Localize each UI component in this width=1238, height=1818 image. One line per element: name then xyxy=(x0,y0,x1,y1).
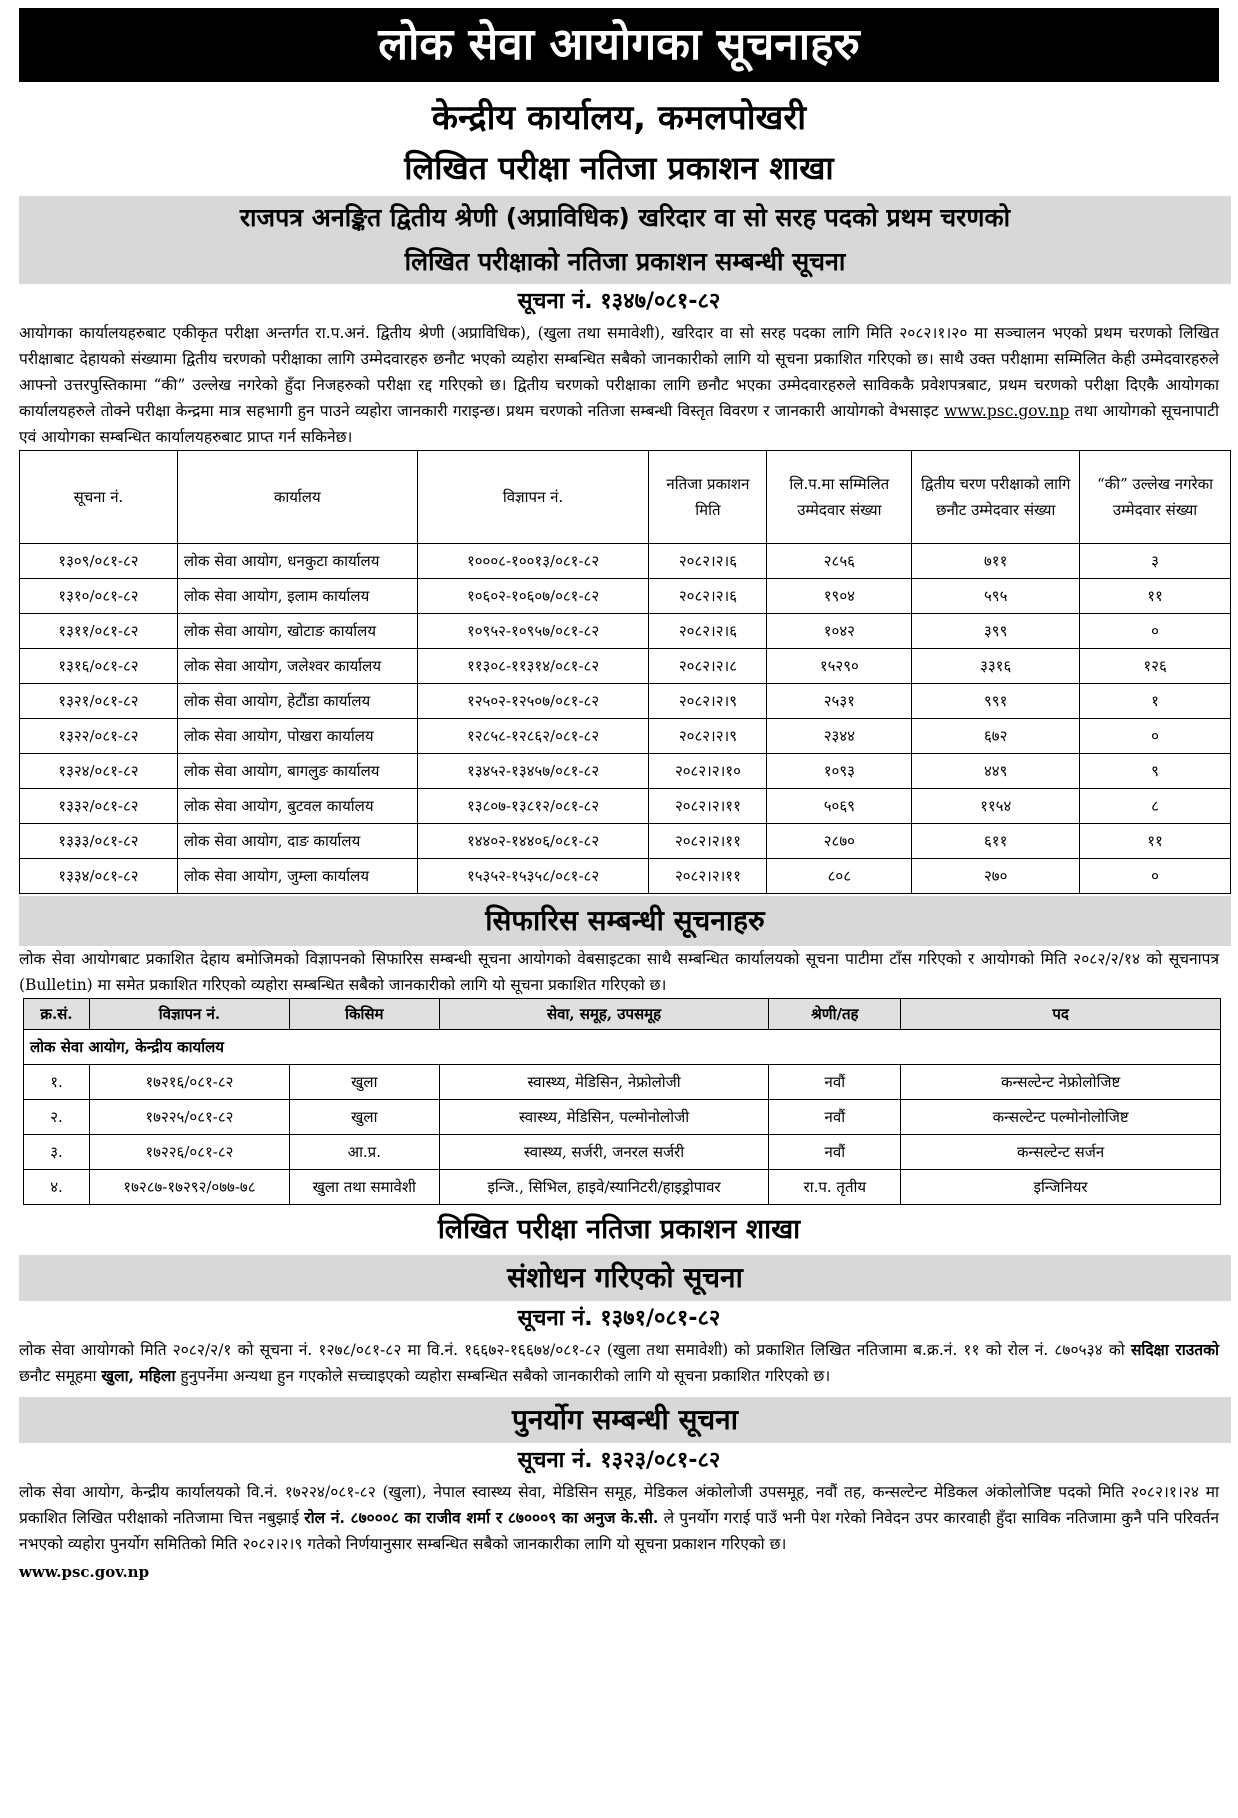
cell-post: कन्सल्टेन्ट पल्मोनोलोजिष्ट xyxy=(901,1100,1221,1135)
cell-level: रा.प. तृतीय xyxy=(769,1170,901,1205)
cell-office: लोक सेवा आयोग, दाङ कार्यालय xyxy=(177,824,417,859)
cell-type: आ.प्र. xyxy=(289,1135,439,1170)
cell-office: लोक सेवा आयोग, जुम्ला कार्यालय xyxy=(177,859,417,894)
cell-ad-no: १७२२५/०८१-८२ xyxy=(89,1100,289,1135)
cell-service-group: स्वास्थ्य, मेडिसिन, पल्मोनोलोजी xyxy=(439,1100,769,1135)
cell-type: खुला xyxy=(289,1100,439,1135)
col-service-group: सेवा, समूह, उपसमूह xyxy=(439,999,769,1030)
cell-ad-no: १०९५२-१०९५७/०८१-८२ xyxy=(417,614,649,649)
cell-notice-no: १३०९/०८१-८२ xyxy=(20,544,178,579)
results-table-row xyxy=(20,719,1231,754)
cell-ad-no: ११३०८-११३१४/०८१-८२ xyxy=(417,649,649,684)
correction-text-c: हुनुपर्नेमा अन्यथा हुन गएकोले सच्चाइएको व्यहोरा सम्बन्धित सबैको जानकारीको लागि यो सूचना प्रकाशित गरिएको छ। xyxy=(180,1367,831,1385)
office-title: केन्द्रीय कार्यालय, कमलपोखरी xyxy=(431,98,807,138)
notice1-title-line1: राजपत्र अनङ्कित द्वितीय श्रेणी (अप्राविधिक) खरिदार वा सो सरह पदको प्रथम चरणको xyxy=(239,203,1011,232)
notice1-body-text-end: तथा आयोगको सूचनापाटी एवं आयोगका सम्बन्धित कार्यालयहरुबाट प्राप्त गर्न सकिनेछ। xyxy=(19,402,1219,446)
cell-selected: ७११ xyxy=(912,544,1080,579)
cell-ad-no: १२५०२-१२५०७/०८१-८२ xyxy=(417,684,649,719)
col-no-key: “की” उल्लेख नगरेका उम्मेदवार संख्या xyxy=(1080,451,1231,544)
correction-number: सूचना नं. १३७१/०८१-८२ xyxy=(517,1306,721,1331)
cell-ad-no: १३८०७-१३८१२/०८१-८२ xyxy=(417,789,649,824)
cell-type: खुला तथा समावेशी xyxy=(289,1170,439,1205)
cell-no-key: ० xyxy=(1080,614,1231,649)
cell-office: लोक सेवा आयोग, पोखरा कार्यालय xyxy=(177,719,417,754)
cell-participants: २५३१ xyxy=(767,684,912,719)
cell-result-date: २०८२।२।६ xyxy=(649,614,767,649)
cell-office: लोक सेवा आयोग, हेटौंडा कार्यालय xyxy=(177,684,417,719)
cell-post: इन्जिनियर xyxy=(901,1170,1221,1205)
cell-office: लोक सेवा आयोग, जलेश्वर कार्यालय xyxy=(177,649,417,684)
cell-selected: ५९५ xyxy=(912,579,1080,614)
cell-participants: ५०६९ xyxy=(767,789,912,824)
cell-serial: ४. xyxy=(24,1170,90,1205)
cell-no-key: ० xyxy=(1080,859,1231,894)
col-ad-no: विज्ञापन नं. xyxy=(89,999,289,1030)
cell-result-date: २०८२।२।९ xyxy=(649,719,767,754)
cell-result-date: २०८२।२।६ xyxy=(649,544,767,579)
notice1-title-box xyxy=(19,196,1231,284)
recommendation-title: सिफारिस सम्बन्धी सूचनाहरु xyxy=(19,896,1231,946)
cell-notice-no: १३३२/०८१-८२ xyxy=(20,789,178,824)
cell-serial: ३. xyxy=(24,1135,90,1170)
cell-service-group: स्वास्थ्य, सर्जरी, जनरल सर्जरी xyxy=(439,1135,769,1170)
correction-branch: लिखित परीक्षा नतिजा प्रकाशन शाखा xyxy=(437,1214,801,1245)
col-result-date: नतिजा प्रकाशन मिति xyxy=(649,451,767,544)
results-table-row xyxy=(20,859,1231,894)
cell-participants: १०९३ xyxy=(767,754,912,789)
cell-level: नवौं xyxy=(769,1100,901,1135)
col-office: कार्यालय xyxy=(177,451,417,544)
cell-ad-no: १४४०२-१४४०६/०८१-८२ xyxy=(417,824,649,859)
cell-result-date: २०८२।२।६ xyxy=(649,579,767,614)
col-notice-no: सूचना नं. xyxy=(20,451,178,544)
cell-participants: २८५६ xyxy=(767,544,912,579)
page-banner: लोक सेवा आयोगका सूचनाहरु xyxy=(19,8,1219,82)
correction-title: संशोधन गरिएको सूचना xyxy=(19,1255,1231,1301)
cell-no-key: ११ xyxy=(1080,579,1231,614)
correction-name: सदिक्षा राउतको xyxy=(1130,1340,1219,1359)
notice1-title-line2: लिखित परीक्षाको नतिजा प्रकाशन सम्बन्धी सूचना xyxy=(404,247,846,276)
recommendation-table-row xyxy=(24,1170,1221,1205)
cell-post: कन्सल्टेन्ट नेफ्रोलोजिष्ट xyxy=(901,1065,1221,1100)
reevaluation-body xyxy=(7,1479,1231,1557)
recommendation-table-row xyxy=(24,1065,1221,1100)
cell-selected: ४४९ xyxy=(912,754,1080,789)
cell-level: नवौं xyxy=(769,1065,901,1100)
cell-ad-no: १०६०२-१०६०७/०८१-८२ xyxy=(417,579,649,614)
notice1-number: सूचना नं. १३४७/०८१-८२ xyxy=(517,289,721,314)
cell-notice-no: १३२१/०८१-८२ xyxy=(20,684,178,719)
recommendation-table-row xyxy=(24,1100,1221,1135)
results-table-row xyxy=(20,684,1231,719)
results-table-row xyxy=(20,824,1231,859)
cell-ad-no: १७२१६/०८१-८२ xyxy=(89,1065,289,1100)
results-table-row xyxy=(20,544,1231,579)
cell-no-key: १ xyxy=(1080,684,1231,719)
recommendation-table xyxy=(23,998,1221,1205)
cell-ad-no: १२८५८-१२८६२/०८१-८२ xyxy=(417,719,649,754)
col-type: किसिम xyxy=(289,999,439,1030)
cell-participants: ८०८ xyxy=(767,859,912,894)
reevaluation-title: पुनर्योग सम्बन्धी सूचना xyxy=(19,1397,1231,1443)
cell-selected: ३३१६ xyxy=(912,649,1080,684)
cell-no-key: ० xyxy=(1080,719,1231,754)
recommendation-table-header xyxy=(24,999,1221,1030)
cell-ad-no: १०००८-१००१३/०८१-८२ xyxy=(417,544,649,579)
group-row xyxy=(24,1030,1221,1065)
cell-office: लोक सेवा आयोग, इलाम कार्यालय xyxy=(177,579,417,614)
cell-participants: १५२९० xyxy=(767,649,912,684)
cell-office: लोक सेवा आयोग, बागलुङ कार्यालय xyxy=(177,754,417,789)
correction-body xyxy=(7,1337,1231,1389)
notice1-body xyxy=(7,320,1231,450)
cell-notice-no: १३११/०८१-८२ xyxy=(20,614,178,649)
results-table-header xyxy=(20,451,1231,544)
col-post: पद xyxy=(901,999,1221,1030)
cell-result-date: २०८२।२।८ xyxy=(649,649,767,684)
cell-notice-no: १३१०/०८१-८२ xyxy=(20,579,178,614)
cell-result-date: २०८२।२।९ xyxy=(649,684,767,719)
cell-ad-no: १३४५२-१३४५७/०८१-८२ xyxy=(417,754,649,789)
cell-selected: २७० xyxy=(912,859,1080,894)
notice1-body-text: आयोगका कार्यालयहरुबाट एकीकृत परीक्षा अन्तर्गत रा.प.अनं. द्वितीय श्रेणी (अप्राविधिक), (खुला तथा समावेशी), खरिदार वा सो सरह पदका लागि मिति २०८२।१।२० मा सञ्चालन भएको प्रथम चरणको लिखित परीक्षाबाट देहायको संख्यामा द्वितीय चरणको परीक्षाका लागि उम्मेदवारहरु छनौट भएको व्यहोरा सम्बन्धित सबैको जानकारीको लागि यो सूचना प्रकाशित गरिएको छ। साथै उक्त परीक्षामा सम्मिलित केही उम्मेदवारहरुले आफ्नो उत्तरपुस्तिकामा “की” उल्लेख नगरेको हुँदा निजहरुको परीक्षा रद्द गरिएको छ। द्वितीय चरणको परीक्षाका लागि छनौट भएका उम्मेदवारहरुले साविककै प्रवेशपत्रबाट, प्रथम चरणको परीक्षा दिएकै आयोगका कार्यालयहरुले तोक्ने परीक्षा केन्द्रमा मात्र सहभागी हुन पाउने व्यहोरा जानकारी गराइन्छ। प्रथम चरणको नतिजा सम्बन्धी विस्तृत विवरण र जानकारी आयोगको वेभसाइट xyxy=(19,324,1219,420)
results-table-row xyxy=(20,649,1231,684)
cell-no-key: ९ xyxy=(1080,754,1231,789)
cell-participants: १०४२ xyxy=(767,614,912,649)
cell-notice-no: १३३३/०८१-८२ xyxy=(20,824,178,859)
cell-selected: ६७२ xyxy=(912,719,1080,754)
cell-no-key: ११ xyxy=(1080,824,1231,859)
cell-ad-no: १५३५२-१५३५८/०८१-८२ xyxy=(417,859,649,894)
cell-no-key: ३ xyxy=(1080,544,1231,579)
results-table-row xyxy=(20,579,1231,614)
reevaluation-text-b: ले पुनर्योग गराई पाउँ भनी पेश गरेको निवेदन उपर कारवाही हुँदा साविक नतिजामा कुनै पनि परिवर्तन नभएको व्यहोरा पुनर्योग समितिको मिति २०८२।२।९ गतेको निर्णयानुसार सम्बन्धित सबैको जानकारीका लागि यो सूचना प्रकाशन गरिएको छ। xyxy=(19,1509,1219,1553)
reevaluation-text-a: लोक सेवा आयोग, केन्द्रीय कार्यालयको वि.नं. १७२२४/०८१-८२ (खुला), नेपाल स्वास्थ्य सेवा, मेडिसिन समूह, मेडिकल अंकोलोजी उपसमूह, नवौं तह, कन्सल्टेन्ट मेडिकल अंकोलोजिष्ट पदको मिति २०८२।१।२४ मा प्रकाशित लिखित परीक्षाको नतिजामा चित्त नबुझाई xyxy=(19,1483,1219,1527)
correction-group: खुला, महिला xyxy=(101,1366,176,1385)
cell-selected: ६११ xyxy=(912,824,1080,859)
correction-text-a: लोक सेवा आयोगको मिति २०८२/२/१ को सूचना नं. १२७८/०८१-८२ मा वि.नं. १६६७२-१६६७४/०८१-८२ (खुला तथा समावेशी) को प्रकाशित लिखित नतिजामा ब.क्र.नं. ११ को रोल नं. ८७०५३४ को xyxy=(19,1341,1125,1359)
reevaluation-number: सूचना नं. १३२३/०८१-८२ xyxy=(517,1448,721,1473)
cell-no-key: १२६ xyxy=(1080,649,1231,684)
cell-selected: ३९९ xyxy=(912,614,1080,649)
col-participants: लि.प.मा सम्मिलित उम्मेदवार संख्या xyxy=(767,451,912,544)
cell-type: खुला xyxy=(289,1065,439,1100)
cell-result-date: २०८२।२।११ xyxy=(649,824,767,859)
cell-participants: २३४४ xyxy=(767,719,912,754)
cell-serial: १. xyxy=(24,1065,90,1100)
cell-office: लोक सेवा आयोग, खोटाङ कार्यालय xyxy=(177,614,417,649)
cell-notice-no: १३२४/०८१-८२ xyxy=(20,754,178,789)
col-serial: क्र.सं. xyxy=(24,999,90,1030)
reevaluation-names: रोल नं. ८७०००८ का राजीव शर्मा र ८७०००९ का अनुज के.सी. xyxy=(304,1508,659,1527)
cell-result-date: २०८२।२।११ xyxy=(649,859,767,894)
col-selected: द्वितीय चरण परीक्षाको लागि छनौट उम्मेदवार संख्या xyxy=(912,451,1080,544)
cell-participants: १९०४ xyxy=(767,579,912,614)
cell-selected: ११५४ xyxy=(912,789,1080,824)
results-table xyxy=(19,450,1231,894)
cell-notice-no: १३२२/०८१-८२ xyxy=(20,719,178,754)
cell-office: लोक सेवा आयोग, बुटवल कार्यालय xyxy=(177,789,417,824)
cell-result-date: २०८२।२।१० xyxy=(649,754,767,789)
cell-ad-no: १७२८७-१७२९२/०७७-७८ xyxy=(89,1170,289,1205)
cell-participants: २८७० xyxy=(767,824,912,859)
cell-serial: २. xyxy=(24,1100,90,1135)
cell-service-group: इन्जि., सिभिल, हाइवे/स्यानिटरी/हाइड्रोपावर xyxy=(439,1170,769,1205)
website-link[interactable]: www.psc.gov.np xyxy=(943,402,1070,420)
cell-office: लोक सेवा आयोग, धनकुटा कार्यालय xyxy=(177,544,417,579)
correction-text-b: छनौट समूहमा xyxy=(19,1367,97,1385)
cell-result-date: २०८२।२।११ xyxy=(649,789,767,824)
results-table-row xyxy=(20,754,1231,789)
cell-post: कन्सल्टेन्ट सर्जन xyxy=(901,1135,1221,1170)
footer-website[interactable]: www.psc.gov.np xyxy=(19,1563,150,1581)
col-ad-no: विज्ञापन नं. xyxy=(417,451,649,544)
branch-title: लिखित परीक्षा नतिजा प्रकाशन शाखा xyxy=(404,149,834,187)
cell-level: नवौं xyxy=(769,1135,901,1170)
cell-ad-no: १७२२६/०८१-८२ xyxy=(89,1135,289,1170)
col-level: श्रेणी/तह xyxy=(769,999,901,1030)
cell-notice-no: १३३४/०८१-८२ xyxy=(20,859,178,894)
notice-page xyxy=(7,0,1231,1581)
results-table-row xyxy=(20,789,1231,824)
cell-notice-no: १३१६/०८१-८२ xyxy=(20,649,178,684)
group-label: लोक सेवा आयोग, केन्द्रीय कार्यालय xyxy=(24,1030,1221,1065)
recommendation-table-row xyxy=(24,1135,1221,1170)
cell-selected: ९९१ xyxy=(912,684,1080,719)
results-table-row xyxy=(20,614,1231,649)
cell-no-key: ८ xyxy=(1080,789,1231,824)
recommendation-body: लोक सेवा आयोगबाट प्रकाशित देहाय बमोजिमको विज्ञापनको सिफारिस सम्बन्धी सूचना आयोगको वेबसाइटका साथै सम्बन्धित कार्यालयको सूचना पाटीमा टाँस गरिएको र आयोगको मिति २०८२/२/१४ को सूचनापत्र (Bulletin) मा समेत प्रकाशित गरिएको व्यहोरा सम्बन्धित सबैको जानकारीको लागि यो सूचना प्रकाशित गरिएको छ। xyxy=(19,950,1219,994)
cell-service-group: स्वास्थ्य, मेडिसिन, नेफ्रोलोजी xyxy=(439,1065,769,1100)
